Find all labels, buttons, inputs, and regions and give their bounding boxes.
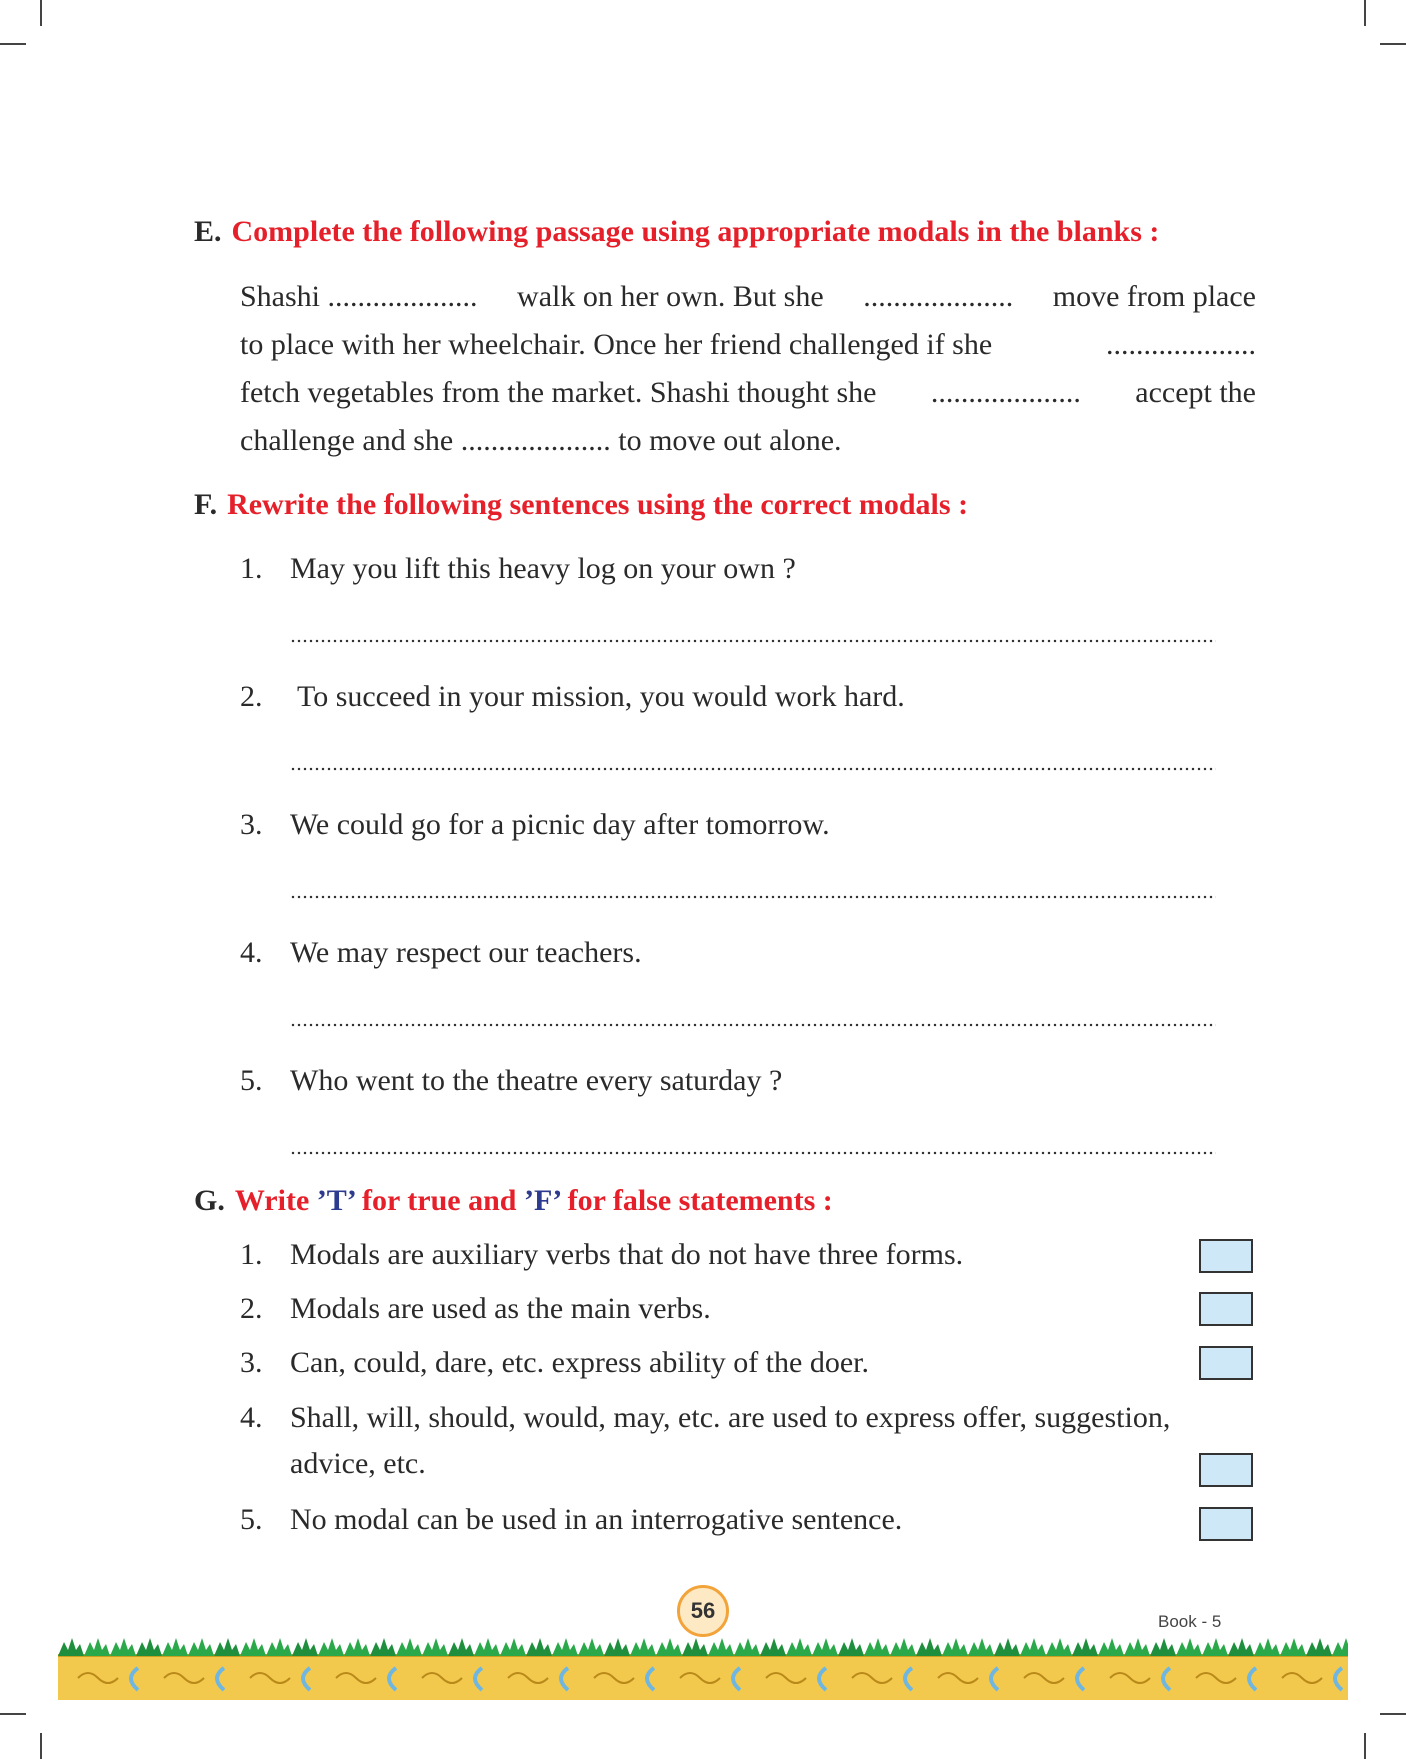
answer-box[interactable] (1199, 1453, 1253, 1487)
statement-text: Shall, will, should, would, may, etc. are used to express offer, suggestion, (290, 1401, 1171, 1434)
section-e-passage (240, 273, 1256, 465)
question-number: 2. (240, 680, 263, 713)
question-item (240, 552, 796, 586)
statement-item (240, 1346, 869, 1380)
grass-tuft (188, 1638, 214, 1656)
statement-number: 5. (240, 1503, 263, 1536)
grass-tuft (1254, 1638, 1280, 1656)
page-number-text: 56 (690, 1598, 716, 1623)
grass-path-border (58, 1614, 1348, 1700)
statement-text: Modals are auxiliary verbs that do not have three forms. (290, 1238, 964, 1271)
false-marker: ’F’ (523, 1184, 561, 1217)
grass-tuft (916, 1638, 942, 1656)
grass-tuft (656, 1638, 682, 1656)
passage-text: challenge and she .................... (240, 424, 611, 457)
passage-line (240, 273, 1256, 321)
grass-tuft (1124, 1638, 1150, 1656)
grass-tuft (474, 1638, 500, 1656)
grass-tuft (214, 1638, 240, 1656)
statement-number: 2. (240, 1292, 263, 1325)
crop-mark (40, 1733, 42, 1759)
passage-text: Shashi .................... (240, 280, 478, 313)
passage-text: fetch vegetables from the market. Shashi thought she (240, 376, 877, 409)
question-item (240, 680, 905, 714)
grass-tuft (58, 1638, 84, 1656)
answer-box[interactable] (1199, 1507, 1253, 1541)
answer-line[interactable] (290, 1150, 1216, 1158)
grass-tuft (1176, 1638, 1202, 1656)
answer-box[interactable] (1199, 1239, 1253, 1273)
grass-tuft (734, 1638, 760, 1656)
section-letter: G. (194, 1184, 225, 1217)
grass-tuft (682, 1638, 708, 1656)
section-letter: F. (194, 488, 218, 521)
grass-tuft (786, 1638, 812, 1656)
grass-tuft (942, 1638, 968, 1656)
grass-tuft (864, 1638, 890, 1656)
grass-tuft (1228, 1638, 1254, 1656)
grass-tuft (1046, 1638, 1072, 1656)
crop-mark (1380, 43, 1406, 45)
title-part: Write (234, 1184, 317, 1217)
passage-line (240, 321, 1256, 369)
statement-number: 4. (240, 1401, 263, 1434)
question-text: We may respect our teachers. (290, 936, 642, 969)
answer-box[interactable] (1199, 1292, 1253, 1326)
passage-text: walk on her own. But she (517, 280, 824, 313)
passage-text: accept the (1135, 376, 1256, 409)
passage-text: move from place (1052, 280, 1256, 313)
question-text: Who went to the theatre every saturday ? (290, 1064, 783, 1097)
grass-tuft (110, 1638, 136, 1656)
question-text: We could go for a picnic day after tomorrow. (290, 808, 830, 841)
section-e-heading (194, 215, 1159, 249)
section-title: Complete the following passage using appropriate modals in the blanks : (231, 215, 1160, 248)
answer-line[interactable] (290, 1022, 1216, 1030)
true-marker: ’T’ (316, 1184, 355, 1217)
question-text: To succeed in your mission, you would work hard. (290, 680, 905, 713)
crop-mark (1364, 1733, 1366, 1759)
statement-text: Can, could, dare, etc. express ability of the doer. (290, 1346, 869, 1379)
section-letter: E. (194, 215, 222, 248)
statement-number: 1. (240, 1238, 263, 1271)
crop-mark (40, 0, 42, 26)
grass-tuft (838, 1638, 864, 1656)
grass-tuft (292, 1638, 318, 1656)
passage-line (240, 417, 1256, 465)
grass-tuft (318, 1638, 344, 1656)
grass-tuft (760, 1638, 786, 1656)
crop-mark (1380, 1713, 1406, 1715)
grass-tuft (526, 1638, 552, 1656)
grass-tuft (84, 1638, 110, 1656)
answer-line[interactable] (290, 894, 1216, 902)
grass-tuft (1202, 1638, 1228, 1656)
grass-tuft (1306, 1638, 1332, 1656)
crop-mark (0, 43, 26, 45)
grass-tuft (1280, 1638, 1306, 1656)
grass-tuft (422, 1638, 448, 1656)
crop-mark (0, 1713, 26, 1715)
grass-tuft (396, 1638, 422, 1656)
question-number: 3. (240, 808, 263, 841)
answer-box[interactable] (1199, 1346, 1253, 1380)
statement-number: 3. (240, 1346, 263, 1379)
title-part: for true and (354, 1184, 524, 1217)
grass-tuft (344, 1638, 370, 1656)
question-item (240, 1064, 782, 1098)
section-f-heading (194, 488, 968, 522)
grass-tuft (968, 1638, 994, 1656)
section-title: Rewrite the following sentences using the correct modals : (227, 488, 969, 521)
passage-blank[interactable]: .................... (1106, 328, 1256, 361)
grass-tuft (552, 1638, 578, 1656)
grass-tuft (1150, 1638, 1176, 1656)
grass-tuft (448, 1638, 474, 1656)
grass-tuft (578, 1638, 604, 1656)
statement-text: No modal can be used in an interrogative sentence. (290, 1503, 903, 1536)
answer-line[interactable] (290, 766, 1216, 774)
grass-tuft (708, 1638, 734, 1656)
statement-item (240, 1292, 711, 1326)
passage-text: to place with her wheelchair. Once her friend challenged if she (240, 328, 993, 361)
statement-text: Modals are used as the main verbs. (290, 1292, 711, 1325)
grass-tuft (266, 1638, 292, 1656)
grass-tuft (604, 1638, 630, 1656)
passage-blank[interactable]: .................... (863, 280, 1014, 313)
grass-tuft (1098, 1638, 1124, 1656)
passage-blank[interactable]: .................... (930, 376, 1081, 409)
grass-tuft (500, 1638, 526, 1656)
statement-item (240, 1395, 1256, 1487)
section-title (235, 1184, 833, 1217)
question-number: 1. (240, 552, 263, 585)
question-number: 5. (240, 1064, 263, 1097)
grass-tuft (240, 1638, 266, 1656)
passage-text: to move out alone. (618, 424, 842, 457)
grass-tuft (994, 1638, 1020, 1656)
grass-tuft (136, 1638, 162, 1656)
statement-continuation: advice, etc. (290, 1447, 426, 1480)
section-g-heading (194, 1184, 833, 1218)
title-part: for false statements : (560, 1184, 833, 1217)
passage-line (240, 369, 1256, 417)
grass-tuft (890, 1638, 916, 1656)
grass-tuft (630, 1638, 656, 1656)
question-item (240, 936, 642, 970)
grass-tuft (812, 1638, 838, 1656)
statement-item (240, 1238, 963, 1272)
statement-item (240, 1503, 902, 1537)
book-label: Book - 5 (1158, 1612, 1222, 1631)
answer-line[interactable] (290, 638, 1216, 646)
grass-tuft (370, 1638, 396, 1656)
grass-tuft (1332, 1638, 1348, 1656)
grass-tuft (1020, 1638, 1046, 1656)
crop-mark (1364, 0, 1366, 26)
question-number: 4. (240, 936, 263, 969)
question-item (240, 808, 830, 842)
grass-tuft (1072, 1638, 1098, 1656)
question-text: May you lift this heavy log on your own ? (290, 552, 796, 585)
grass-tuft (162, 1638, 188, 1656)
grass-row (58, 1638, 1348, 1656)
